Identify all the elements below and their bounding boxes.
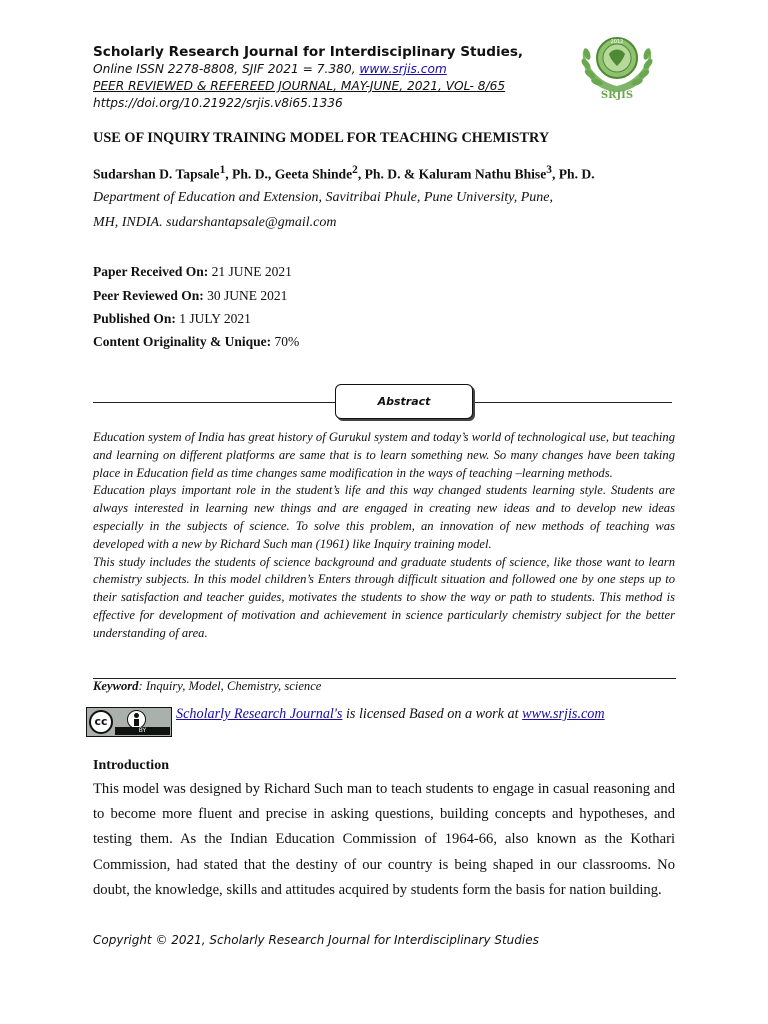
abstract-rule-left <box>93 402 335 403</box>
affiliation-line-1: Department of Education and Extension, Savitribai Phule, Pune University, Pune, <box>93 190 553 205</box>
doi-line[interactable]: https://doi.org/10.21922/srjis.v8i65.1336 <box>93 96 343 110</box>
abstract-rule-right <box>474 402 672 403</box>
copyright-footer: Copyright © 2021, Scholarly Research Journal for Interdisciplinary Studies <box>93 933 539 947</box>
reviewed-date: Peer Reviewed On: 30 JUNE 2021 <box>93 288 288 303</box>
abstract-body <box>93 429 675 643</box>
paper-title: USE OF INQUIRY TRAINING MODEL FOR TEACHING CHEMISTRY <box>93 130 550 146</box>
license-site-link[interactable]: www.srjis.com <box>522 706 605 722</box>
introduction-paragraph: This model was designed by Richard Such man to teach students to engage in casual reasoning and to become more fluent and precise in asking questions, building concepts and hypotheses, and testing them. As the Indian Education Commission of 1964-66, also known as the Kothari Commission, had stated that the destiny of our country is being shaped in our classrooms. No doubt, the knowledge, skills and attitudes acquired by students form the basis for nation building. <box>93 781 675 898</box>
cc-by-badge[interactable] <box>86 707 172 737</box>
received-date: Paper Received On: 21 JUNE 2021 <box>93 264 292 279</box>
published-date: Published On: 1 JULY 2021 <box>93 311 251 326</box>
header-site-link[interactable]: www.srjis.com <box>359 62 447 76</box>
author-2: Geeta Shinde <box>274 166 353 182</box>
originality: Content Originality & Unique: 70% <box>93 334 300 349</box>
issn-line: Online ISSN 2278-8808, SJIF 2021 = 7.380, www.srjis.com <box>93 62 447 76</box>
author-1: Sudarshan D. Tapsale <box>93 166 220 182</box>
logo-text: SRJIS <box>600 90 634 101</box>
abstract-paragraph-3: This study includes the students of science background and graduate students of science, like those want to learn chemistry subjects. In this model children’s Enters through difficult situation and followed one by one steps up to their satisfaction and teacher guides, motivates the students to show the way or path to students. This method is effective for development of motivation and achievement in science particularly chemistry subject for the better understanding of area. <box>93 554 675 640</box>
journal-header <box>93 44 523 112</box>
introduction-heading: Introduction <box>93 758 169 773</box>
affiliation-line-2: MH, INDIA. sudarshantapsale@gmail.com <box>93 215 337 230</box>
abstract-heading: Abstract <box>335 384 473 419</box>
keywords: Keyword: Inquiry, Model, Chemistry, science <box>93 679 322 693</box>
abstract-paragraph-2: Education plays important role in the student’s life and this way changed students learning style. Students are always interested in learning new things and are engaged in creating new ideas and to develop new ideas especially in the subjects of science. To solve this problem, an innovation of new methods of teaching was developed with a new by Richard Such man (1961) like Inquiry training model. <box>93 483 675 551</box>
review-line: PEER REVIEWED & REFEREED JOURNAL, MAY-JUNE, 2021, VOL- 8/65 <box>93 79 506 93</box>
license-text: Scholarly Research Journal's is licensed Based on a work at www.srjis.com <box>176 706 605 722</box>
abstract-paragraph-1: Education system of India has great history of Gurukul system and today’s world of technological use, but teaching and learning on different platforms are same that is to learn something new. So many changes have been taking place in Education field as time changes same modification in the ways of teaching –learning methods. <box>93 430 675 480</box>
by-label: BY <box>115 727 170 735</box>
journal-title: Scholarly Research Journal for Interdisciplinary Studies, <box>93 44 524 60</box>
srjis-logo <box>573 28 661 104</box>
logo-year: 2012 <box>610 39 624 45</box>
author-line: Sudarshan D. Tapsale$^1$, Ph. D., Geeta Shinde$^2$, Ph. D. & Kaluram Nathu Bhise$^3$, Ph. D. <box>93 164 595 182</box>
journal-link[interactable]: Scholarly Research Journal's <box>176 706 343 722</box>
author-3: Kaluram Nathu Bhise <box>418 166 547 182</box>
cc-icon: cc <box>89 710 113 734</box>
